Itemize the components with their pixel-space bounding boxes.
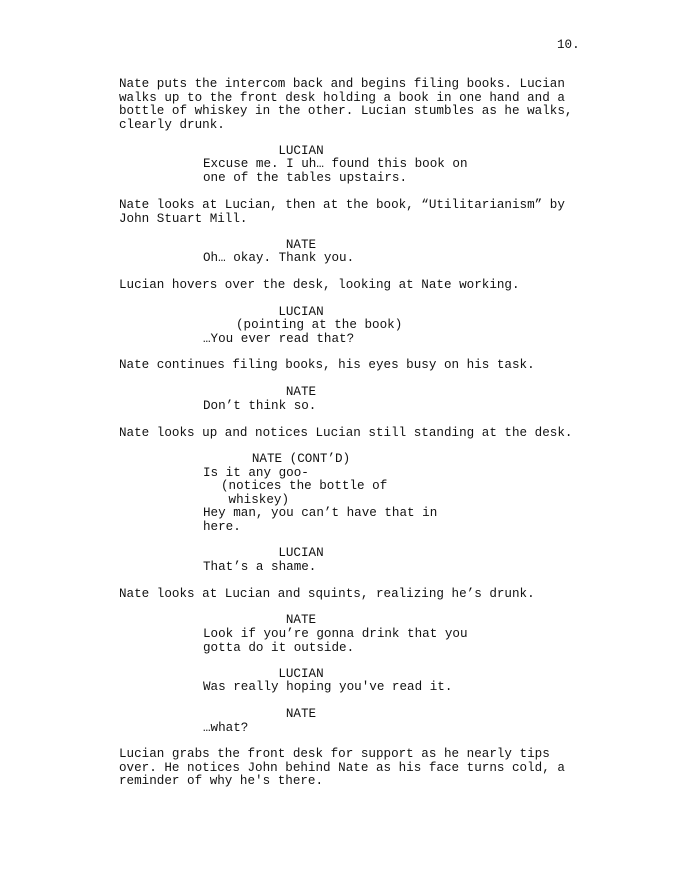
character-name: NATE bbox=[285, 385, 317, 399]
action-line: Lucian grabs the front desk for support as he nearly tips over. He notices John behind Nate as his face turns cold, a reminder of why he's there. bbox=[119, 747, 565, 788]
dialogue: Hey man, you can’t have that in here. bbox=[203, 506, 438, 534]
action-line: Nate looks up and notices Lucian still standing at the desk. bbox=[119, 426, 573, 440]
dialogue: Oh… okay. Thank you. bbox=[203, 251, 355, 265]
action-line: Nate looks at Lucian, then at the book, “Utilitarianism” by John Stuart Mill. bbox=[119, 198, 565, 226]
character-name: NATE bbox=[285, 707, 317, 721]
dialogue: Look if you’re gonna drink that you gotta do it outside. bbox=[203, 627, 468, 655]
character-name: NATE bbox=[285, 613, 317, 627]
parenthetical: (pointing at the book) bbox=[236, 318, 403, 332]
dialogue: …what? bbox=[203, 721, 249, 735]
character-name: LUCIAN bbox=[278, 546, 324, 560]
dialogue: Was really hoping you've read it. bbox=[203, 680, 453, 694]
character-name: LUCIAN bbox=[278, 144, 324, 158]
character-name: NATE (CONT’D) bbox=[251, 452, 351, 466]
parenthetical: (notices the bottle of whiskey) bbox=[221, 479, 388, 507]
character-name: NATE bbox=[285, 238, 317, 252]
action-line: Nate puts the intercom back and begins filing books. Lucian walks up to the front desk holding a book in one hand and a bottle of whiskey in the other. Lucian stumbles as he walks, clearly drunk. bbox=[119, 77, 573, 132]
dialogue: Excuse me. I uh… found this book on one of the tables upstairs. bbox=[203, 157, 468, 185]
dialogue: That’s a shame. bbox=[203, 560, 317, 574]
dialogue: Don’t think so. bbox=[203, 399, 317, 413]
dialogue: …You ever read that? bbox=[203, 332, 355, 346]
action-line: Nate continues filing books, his eyes busy on his task. bbox=[119, 358, 535, 372]
character-name: LUCIAN bbox=[278, 667, 324, 681]
dialogue: Is it any goo- bbox=[203, 466, 309, 480]
character-name: LUCIAN bbox=[278, 305, 324, 319]
page-number: 10. bbox=[557, 38, 580, 52]
action-line: Nate looks at Lucian and squints, realizing he’s drunk. bbox=[119, 587, 535, 601]
action-line: Lucian hovers over the desk, looking at Nate working. bbox=[119, 278, 520, 292]
